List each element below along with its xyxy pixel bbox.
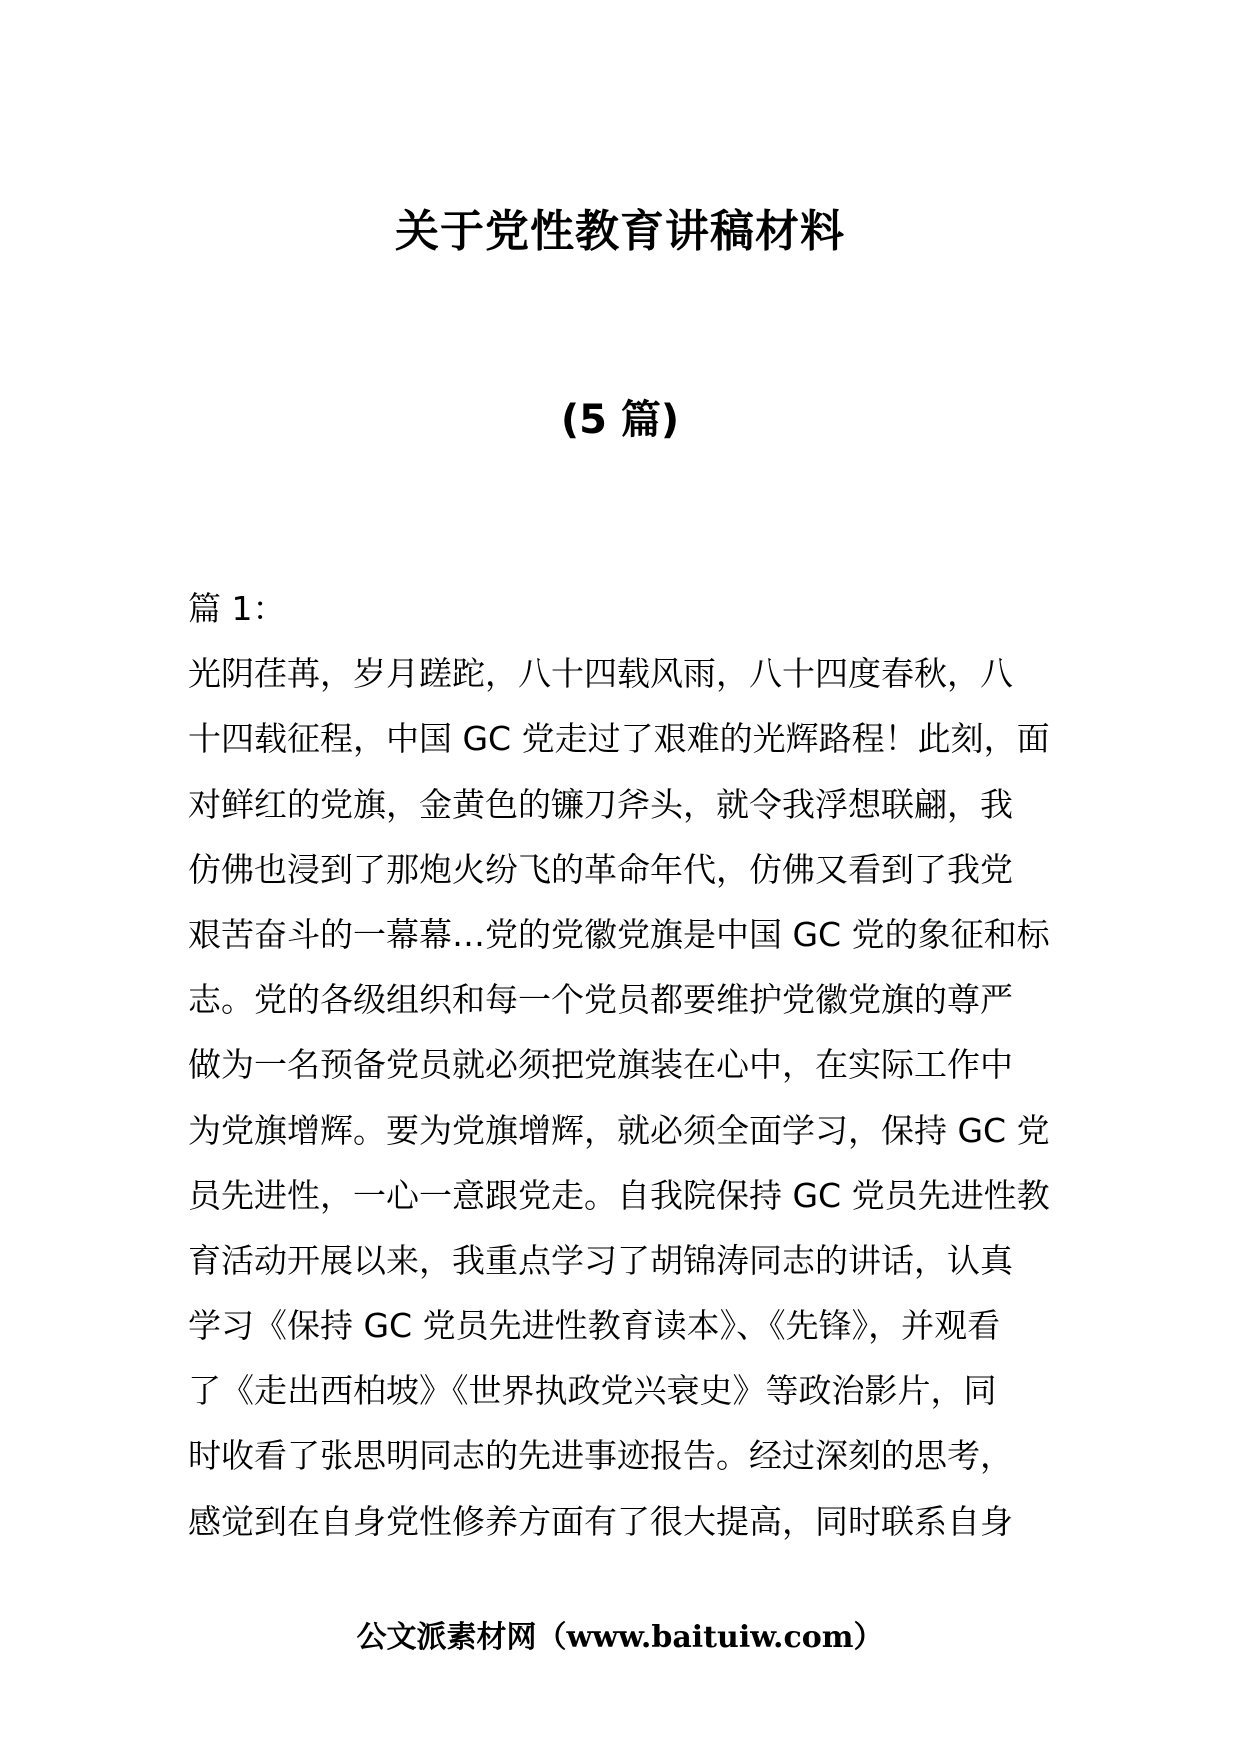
body-line: 时收看了张思明同志的先进事迹报告。经过深刻的思考，	[188, 1436, 1013, 1476]
body-line: 学习《保持 GC 党员先进性教育读本》、《先锋》，并观看	[188, 1306, 1001, 1346]
body-line: 感觉到在自身党性修养方面有了很大提高，同时联系自身	[188, 1501, 1013, 1541]
body-line: 十四载征程，中国 GC 党走过了艰难的光辉路程！此刻，面	[188, 719, 1050, 759]
body-line: 仿佛也浸到了那炮火纷飞的革命年代，仿佛又看到了我党	[188, 849, 1013, 889]
body-line: 志。党的各级组织和每一个党员都要维护党徽党旗的尊严	[188, 980, 1013, 1020]
body-line: 育活动开展以来，我重点学习了胡锦涛同志的讲话，认真	[188, 1240, 1013, 1280]
body-line: 员先进性，一心一意跟党走。自我院保持 GC 党员先进性教	[188, 1175, 1050, 1215]
page-footer: 公文派素材网（www.baituiw.com）	[356, 1620, 884, 1655]
body-line: 艰苦奋斗的一幕幕…党的党徽党旗是中国 GC 党的象征和标	[188, 914, 1050, 954]
body-line: 为党旗增辉。要为党旗增辉，就必须全面学习，保持 GC 党	[188, 1110, 1050, 1150]
body-line: 了《走出西柏坡》《世界执政党兴衰史》等政治影片，同	[188, 1371, 997, 1411]
body-line: 光阴荏苒，岁月蹉跎，八十四载风雨，八十四度春秋，八	[188, 654, 1013, 694]
body-line: 做为一名预备党员就必须把党旗装在心中，在实际工作中	[188, 1045, 1013, 1085]
document-subtitle: (5 篇)	[560, 397, 680, 443]
section-heading: 篇 1：	[188, 589, 286, 628]
document-body	[188, 576, 1058, 1554]
document-title: 关于党性教育讲稿材料	[395, 206, 845, 257]
body-line: 对鲜红的党旗，金黄色的镰刀斧头，就令我浮想联翩，我	[188, 784, 1013, 824]
